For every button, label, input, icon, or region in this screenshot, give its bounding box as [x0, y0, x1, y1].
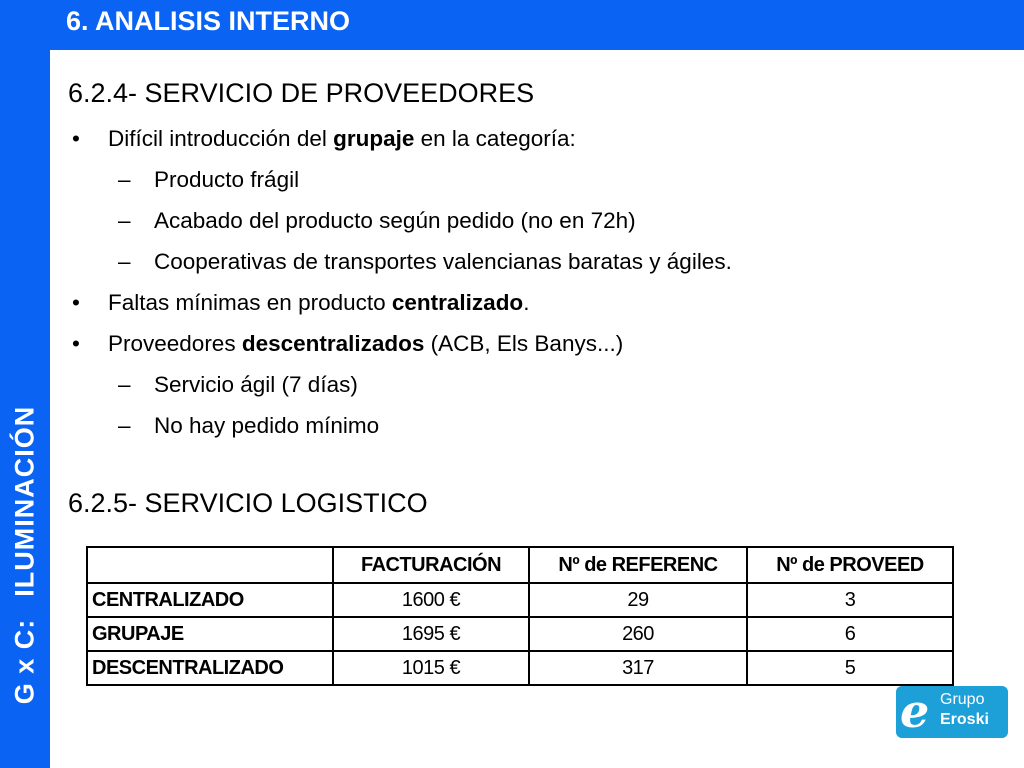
sub-bullet-item — [68, 364, 1008, 405]
logistics-table — [86, 546, 954, 686]
sub-bullet-item — [68, 405, 1008, 446]
bullet-item — [68, 118, 1008, 159]
table-row-label: CENTRALIZADO — [87, 583, 333, 617]
table-cell: 3 — [747, 583, 953, 617]
sub-bullet-text: Servicio ágil (7 días) — [154, 372, 358, 397]
table-cell: 317 — [529, 651, 747, 685]
bullet-text: Faltas mínimas en producto — [108, 290, 392, 315]
table-header-cell: Nº de PROVEED — [747, 547, 953, 583]
bullet-text: Difícil introducción del — [108, 126, 334, 151]
sidebar-label-prefix: G x C: — [9, 618, 40, 705]
dash-mark: – — [118, 413, 131, 438]
section-title-proveedores: 6.2.4- SERVICIO DE PROVEEDORES — [68, 78, 535, 108]
sub-bullet-item — [68, 200, 1008, 241]
bullet-text-emphasis: centralizado — [391, 290, 524, 315]
bullet-text: . — [523, 290, 530, 315]
table-header-cell — [87, 547, 333, 583]
sub-bullet-item — [68, 159, 1008, 200]
bullet-text-emphasis: grupaje — [333, 126, 415, 151]
bullet-list — [68, 118, 1008, 446]
dash-mark: – — [118, 249, 131, 274]
main-content — [68, 76, 1008, 446]
page-title: 6. ANALISIS INTERNO — [66, 6, 351, 36]
table-cell: 1695 € — [333, 617, 529, 651]
bullet-text: Proveedores — [108, 331, 242, 356]
logo-text-eroski: Eroski — [940, 711, 989, 728]
table-row — [87, 583, 953, 617]
table-row-label: DESCENTRALIZADO — [87, 651, 333, 685]
table-cell: 1600 € — [333, 583, 529, 617]
bullet-mark: • — [72, 290, 80, 315]
header-bar — [0, 0, 1024, 50]
table-header-cell: FACTURACIÓN — [333, 547, 529, 583]
table-header-cell: Nº de REFERENC — [529, 547, 747, 583]
sub-bullet-text: Cooperativas de transportes valencianas baratas y ágiles. — [154, 249, 732, 274]
table-cell: 1015 € — [333, 651, 529, 685]
dash-mark: – — [118, 208, 131, 233]
sub-bullet-text: No hay pedido mínimo — [154, 413, 380, 438]
bullet-item — [68, 323, 1008, 364]
dash-mark: – — [118, 372, 131, 397]
table-cell: 6 — [747, 617, 953, 651]
logo-e-icon: e — [900, 684, 930, 738]
bullet-text-emphasis: descentralizados — [241, 331, 425, 356]
sidebar-label — [10, 406, 41, 705]
bullet-mark: • — [72, 331, 80, 356]
table-row — [87, 617, 953, 651]
table-cell: 29 — [529, 583, 747, 617]
table-cell: 260 — [529, 617, 747, 651]
table-header-row — [87, 547, 953, 583]
bullet-mark: • — [72, 126, 80, 151]
sidebar-label-main: ILUMINACIÓN — [9, 405, 40, 597]
table-row — [87, 651, 953, 685]
grupo-eroski-logo — [896, 686, 1008, 738]
sub-bullet-text: Acabado del producto según pedido (no en 72h) — [154, 208, 636, 233]
sidebar-band — [0, 0, 50, 768]
sub-bullet-text: Producto frágil — [154, 167, 300, 192]
section-title-logistico: 6.2.5- SERVICIO LOGISTICO — [68, 488, 428, 518]
bullet-text: en la categoría: — [414, 126, 576, 151]
logo-text-grupo: Grupo — [940, 691, 985, 708]
bullet-text: (ACB, Els Banys...) — [424, 331, 624, 356]
bullet-item — [68, 282, 1008, 323]
table-row-label: GRUPAJE — [87, 617, 333, 651]
sub-bullet-item — [68, 241, 1008, 282]
table-cell: 5 — [747, 651, 953, 685]
dash-mark: – — [118, 167, 131, 192]
